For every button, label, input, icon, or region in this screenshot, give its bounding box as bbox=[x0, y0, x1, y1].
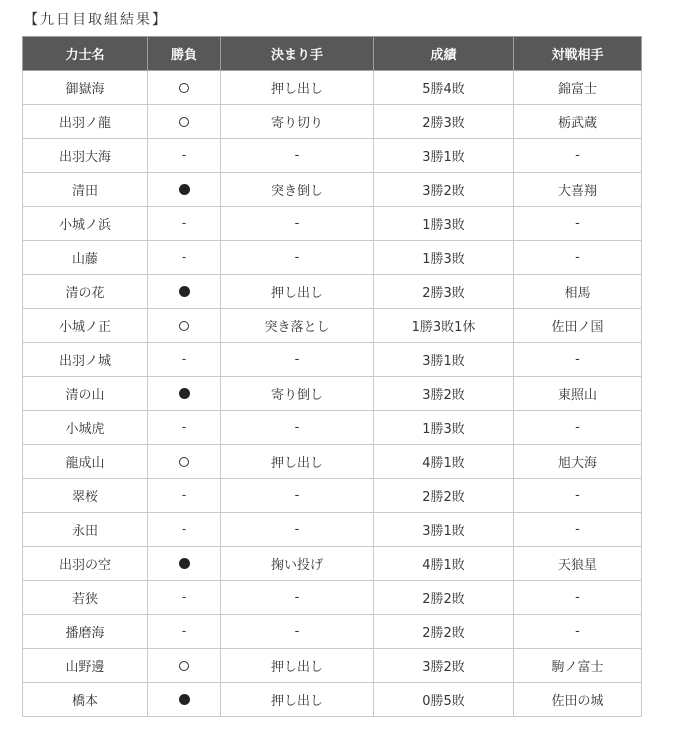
result-cell bbox=[148, 411, 221, 445]
wrestler-name: 出羽の空 bbox=[23, 547, 148, 581]
wrestler-name: 山野邊 bbox=[23, 649, 148, 683]
record: 2勝2敗 bbox=[374, 615, 514, 649]
wrestler-name: 御嶽海 bbox=[23, 71, 148, 105]
table-row bbox=[23, 343, 642, 377]
header-opponent: 対戦相手 bbox=[514, 37, 642, 71]
result-cell bbox=[148, 377, 221, 411]
kimarite: - bbox=[221, 581, 374, 615]
table-row bbox=[23, 139, 642, 173]
header-name: 力士名 bbox=[23, 37, 148, 71]
page-title: 【九日目取組結果】 bbox=[24, 12, 168, 28]
kimarite: - bbox=[221, 615, 374, 649]
record: 3勝2敗 bbox=[374, 173, 514, 207]
win-circle-icon bbox=[179, 321, 189, 331]
opponent: 栃武蔵 bbox=[514, 105, 642, 139]
table-row bbox=[23, 207, 642, 241]
no-bout-dash: - bbox=[181, 590, 187, 604]
table-row bbox=[23, 105, 642, 139]
header-record: 成績 bbox=[374, 37, 514, 71]
no-bout-dash: - bbox=[181, 148, 187, 162]
header-kimarite: 決まり手 bbox=[221, 37, 374, 71]
loss-filled-circle-icon bbox=[179, 388, 190, 399]
kimarite: 突き倒し bbox=[221, 173, 374, 207]
kimarite: - bbox=[221, 411, 374, 445]
record: 3勝2敗 bbox=[374, 377, 514, 411]
kimarite: - bbox=[221, 207, 374, 241]
wrestler-name: 永田 bbox=[23, 513, 148, 547]
wrestler-name: 出羽大海 bbox=[23, 139, 148, 173]
table-row bbox=[23, 513, 642, 547]
record: 3勝1敗 bbox=[374, 513, 514, 547]
opponent: - bbox=[514, 241, 642, 275]
wrestler-name: 小城虎 bbox=[23, 411, 148, 445]
result-cell bbox=[148, 309, 221, 343]
table-row bbox=[23, 309, 642, 343]
wrestler-name: 山藤 bbox=[23, 241, 148, 275]
record: 3勝2敗 bbox=[374, 649, 514, 683]
kimarite: - bbox=[221, 139, 374, 173]
table-row bbox=[23, 411, 642, 445]
opponent: 旭大海 bbox=[514, 445, 642, 479]
kimarite: - bbox=[221, 343, 374, 377]
win-circle-icon bbox=[179, 661, 189, 671]
result-cell bbox=[148, 513, 221, 547]
opponent: - bbox=[514, 207, 642, 241]
result-cell bbox=[148, 649, 221, 683]
result-cell bbox=[148, 479, 221, 513]
kimarite: - bbox=[221, 513, 374, 547]
record: 0勝5敗 bbox=[374, 683, 514, 717]
result-cell bbox=[148, 173, 221, 207]
opponent: 錦富士 bbox=[514, 71, 642, 105]
no-bout-dash: - bbox=[181, 420, 187, 434]
win-circle-icon bbox=[179, 457, 189, 467]
wrestler-name: 龍成山 bbox=[23, 445, 148, 479]
table-row bbox=[23, 241, 642, 275]
kimarite: - bbox=[221, 241, 374, 275]
table-row bbox=[23, 445, 642, 479]
wrestler-name: 小城ノ浜 bbox=[23, 207, 148, 241]
kimarite: 寄り倒し bbox=[221, 377, 374, 411]
no-bout-dash: - bbox=[181, 488, 187, 502]
win-circle-icon bbox=[179, 83, 189, 93]
record: 3勝1敗 bbox=[374, 343, 514, 377]
no-bout-dash: - bbox=[181, 250, 187, 264]
result-cell bbox=[148, 581, 221, 615]
record: 2勝2敗 bbox=[374, 479, 514, 513]
kimarite: 押し出し bbox=[221, 649, 374, 683]
wrestler-name: 出羽ノ龍 bbox=[23, 105, 148, 139]
result-cell bbox=[148, 71, 221, 105]
result-cell bbox=[148, 615, 221, 649]
result-cell bbox=[148, 445, 221, 479]
opponent: - bbox=[514, 581, 642, 615]
record: 1勝3敗 bbox=[374, 411, 514, 445]
result-cell bbox=[148, 207, 221, 241]
header-result: 勝負 bbox=[148, 37, 221, 71]
loss-filled-circle-icon bbox=[179, 184, 190, 195]
kimarite: - bbox=[221, 479, 374, 513]
wrestler-name: 翠桜 bbox=[23, 479, 148, 513]
kimarite: 寄り切り bbox=[221, 105, 374, 139]
wrestler-name: 清の花 bbox=[23, 275, 148, 309]
opponent: - bbox=[514, 513, 642, 547]
wrestler-name: 清の山 bbox=[23, 377, 148, 411]
kimarite: 突き落とし bbox=[221, 309, 374, 343]
wrestler-name: 小城ノ正 bbox=[23, 309, 148, 343]
result-cell bbox=[148, 241, 221, 275]
table-row bbox=[23, 377, 642, 411]
result-cell bbox=[148, 683, 221, 717]
wrestler-name: 若狭 bbox=[23, 581, 148, 615]
table-row bbox=[23, 275, 642, 309]
no-bout-dash: - bbox=[181, 216, 187, 230]
result-cell bbox=[148, 547, 221, 581]
opponent: 大喜翔 bbox=[514, 173, 642, 207]
table-row bbox=[23, 547, 642, 581]
table-row bbox=[23, 71, 642, 105]
kimarite: 押し出し bbox=[221, 683, 374, 717]
kimarite: 押し出し bbox=[221, 71, 374, 105]
table-row bbox=[23, 683, 642, 717]
result-cell bbox=[148, 343, 221, 377]
opponent: - bbox=[514, 343, 642, 377]
no-bout-dash: - bbox=[181, 522, 187, 536]
wrestler-name: 播磨海 bbox=[23, 615, 148, 649]
record: 5勝4敗 bbox=[374, 71, 514, 105]
record: 2勝3敗 bbox=[374, 275, 514, 309]
opponent: - bbox=[514, 411, 642, 445]
loss-filled-circle-icon bbox=[179, 694, 190, 705]
opponent: - bbox=[514, 479, 642, 513]
opponent: 佐田ノ国 bbox=[514, 309, 642, 343]
wrestler-name: 橋本 bbox=[23, 683, 148, 717]
record: 1勝3敗 bbox=[374, 207, 514, 241]
opponent: - bbox=[514, 139, 642, 173]
table-row bbox=[23, 581, 642, 615]
result-cell bbox=[148, 275, 221, 309]
results-table bbox=[22, 36, 642, 717]
opponent: 駒ノ富士 bbox=[514, 649, 642, 683]
kimarite: 掬い投げ bbox=[221, 547, 374, 581]
record: 4勝1敗 bbox=[374, 547, 514, 581]
record: 2勝3敗 bbox=[374, 105, 514, 139]
table-row bbox=[23, 649, 642, 683]
table-row bbox=[23, 479, 642, 513]
opponent: 東照山 bbox=[514, 377, 642, 411]
no-bout-dash: - bbox=[181, 352, 187, 366]
header-row bbox=[23, 37, 642, 71]
table-row bbox=[23, 173, 642, 207]
result-cell bbox=[148, 105, 221, 139]
record: 1勝3敗1休 bbox=[374, 309, 514, 343]
loss-filled-circle-icon bbox=[179, 286, 190, 297]
result-cell bbox=[148, 139, 221, 173]
loss-filled-circle-icon bbox=[179, 558, 190, 569]
opponent: 佐田の城 bbox=[514, 683, 642, 717]
wrestler-name: 出羽ノ城 bbox=[23, 343, 148, 377]
record: 2勝2敗 bbox=[374, 581, 514, 615]
win-circle-icon bbox=[179, 117, 189, 127]
no-bout-dash: - bbox=[181, 624, 187, 638]
opponent: 相馬 bbox=[514, 275, 642, 309]
wrestler-name: 清田 bbox=[23, 173, 148, 207]
kimarite: 押し出し bbox=[221, 445, 374, 479]
record: 4勝1敗 bbox=[374, 445, 514, 479]
record: 3勝1敗 bbox=[374, 139, 514, 173]
table-row bbox=[23, 615, 642, 649]
opponent: 天狼星 bbox=[514, 547, 642, 581]
record: 1勝3敗 bbox=[374, 241, 514, 275]
kimarite: 押し出し bbox=[221, 275, 374, 309]
opponent: - bbox=[514, 615, 642, 649]
